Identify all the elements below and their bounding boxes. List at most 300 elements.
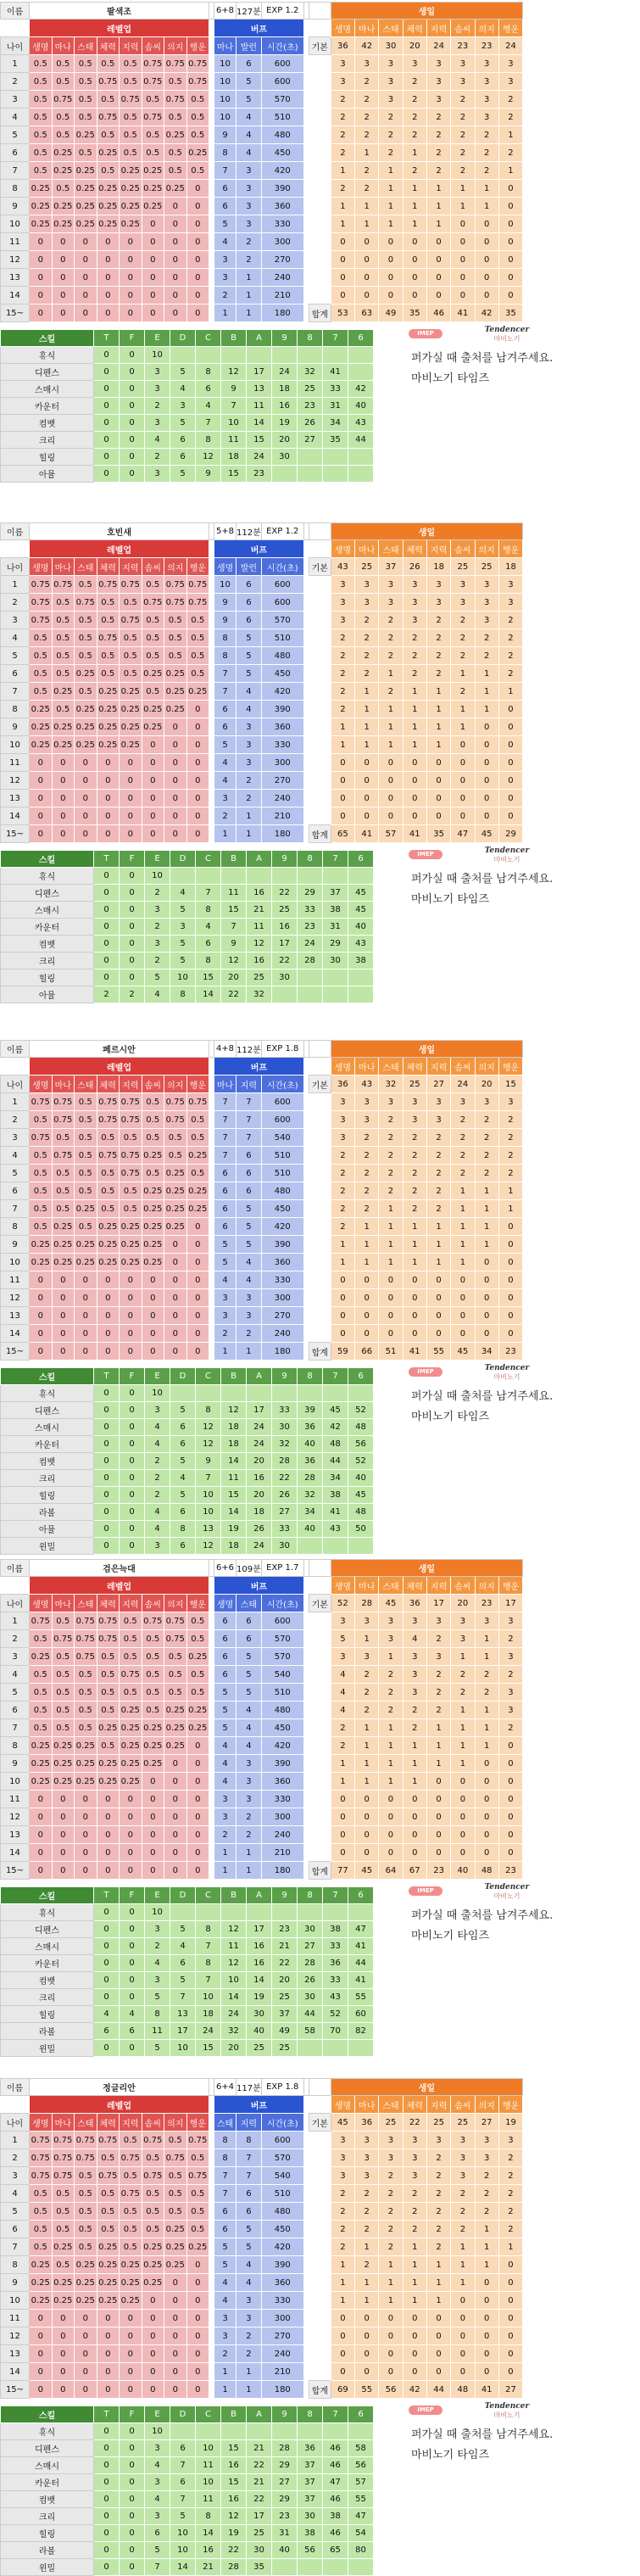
- levelup-value: 0: [97, 754, 120, 772]
- rank-header: F: [120, 2406, 145, 2423]
- levelup-value: 0.5: [120, 594, 142, 612]
- levelup-value: 0.5: [142, 576, 164, 594]
- buff-value: 2: [237, 1325, 262, 1343]
- skill-row: [1, 868, 374, 885]
- skill-rank-value: 37: [298, 2491, 323, 2508]
- age-value: 10: [1, 215, 30, 233]
- life-value: 1: [331, 2256, 354, 2274]
- levelup-value: 0.5: [30, 1165, 53, 1182]
- skill-rank-value: 0: [94, 1955, 120, 1972]
- levelup-value: 0: [164, 1808, 187, 1826]
- age-value: 7: [1, 1719, 30, 1737]
- life-value: 2: [451, 109, 475, 126]
- life-value: 2: [355, 612, 379, 629]
- skill-rank-value: 0: [120, 347, 145, 364]
- levelup-value: 0: [75, 1808, 97, 1826]
- life-value: 0: [498, 2327, 522, 2345]
- levelup-col-header: 의지: [164, 1076, 187, 1093]
- levelup-value: 0.5: [52, 180, 75, 198]
- buff-value: 7: [214, 1147, 237, 1165]
- life-value: 1: [355, 736, 379, 754]
- growth-table: [0, 522, 523, 843]
- levelup-value: 0.25: [75, 1254, 97, 1271]
- name-header: 이름: [1, 3, 30, 20]
- levelup-value: 0.5: [52, 665, 75, 683]
- levelup-value: 0: [30, 305, 53, 322]
- buff-value: 2: [214, 807, 237, 825]
- age-row: [1, 1236, 523, 1254]
- levelup-col-header: 의지: [164, 37, 187, 55]
- rank-header: F: [120, 1887, 145, 1904]
- skill-rank-value: 10: [145, 1385, 170, 1402]
- skill-rank-value: 6: [170, 1504, 196, 1521]
- pet-sheet: [0, 1559, 640, 2057]
- levelup-value: 0: [75, 1325, 97, 1343]
- age-value: 6: [1, 1182, 30, 1200]
- life-value: 0: [379, 1808, 403, 1826]
- skill-row: [1, 449, 374, 466]
- skill-rank-value: 6: [170, 1538, 196, 1555]
- skill-rank-value: [323, 2423, 348, 2440]
- skill-rank-value: 10: [145, 868, 170, 885]
- levelup-value: 0: [30, 1325, 53, 1343]
- life-value: 0: [426, 1271, 450, 1289]
- age-row: [1, 665, 523, 683]
- life-value: 3: [403, 55, 426, 73]
- levelup-value: 0.5: [120, 2203, 142, 2221]
- levelup-value: 0.25: [52, 2274, 75, 2292]
- age-row: [1, 1648, 523, 1666]
- life-value: 0: [498, 1254, 522, 1271]
- buff-value: 3: [237, 198, 262, 215]
- skill-rank-value: 31: [323, 919, 348, 936]
- buff-value: 240: [261, 1826, 303, 1844]
- rank-header: 9: [272, 1368, 298, 1385]
- skill-rank-value: 27: [272, 1504, 298, 1521]
- levelup-value: 0: [75, 1289, 97, 1307]
- buff-value: 5: [237, 1684, 262, 1702]
- skill-rank-value: [247, 868, 272, 885]
- age-value: 8: [1, 2256, 30, 2274]
- levelup-value: 0.5: [142, 1684, 164, 1702]
- life-value: 1: [426, 1218, 450, 1236]
- levelup-value: 0.25: [120, 2292, 142, 2310]
- levelup-value: 0: [52, 807, 75, 825]
- life-value: 0: [475, 2292, 498, 2310]
- levelup-value: 0.5: [75, 2238, 97, 2256]
- life-value: 3: [331, 2149, 354, 2167]
- life-total-value: 55: [426, 1343, 450, 1361]
- skill-rank-value: 0: [94, 1521, 120, 1538]
- levelup-value: 0: [164, 2363, 187, 2381]
- blank-cell: [309, 233, 331, 251]
- skill-rank-value: [323, 1904, 348, 1921]
- levelup-value: 0.25: [30, 718, 53, 736]
- levelup-value: 0.75: [75, 1648, 97, 1666]
- skill-rank-value: 32: [298, 1487, 323, 1504]
- life-value: 0: [403, 772, 426, 790]
- life-value: 0: [475, 718, 498, 736]
- logo-text: Tendencer: [484, 1364, 530, 1372]
- buff-value: 570: [261, 2149, 303, 2167]
- skill-rank-value: [298, 347, 323, 364]
- life-value: 1: [355, 1719, 379, 1737]
- levelup-value: 0.75: [164, 1093, 187, 1111]
- skill-rank-value: 31: [323, 398, 348, 415]
- levelup-value: 0: [75, 287, 97, 305]
- buff-value: 7: [214, 2167, 237, 2185]
- levelup-value: 0: [164, 1826, 187, 1844]
- buff-value: 450: [261, 665, 303, 683]
- levelup-value: 0.5: [75, 683, 97, 701]
- skill-rank-value: [298, 1904, 323, 1921]
- logo-badge: IMEP: [409, 850, 442, 859]
- rank-header: E: [145, 2406, 170, 2423]
- life-value: 4: [331, 1684, 354, 1702]
- life-basic-value: 43: [331, 558, 354, 576]
- levelup-value: 0: [186, 2363, 209, 2381]
- pet-exp: EXP 1.7: [261, 1560, 303, 1577]
- buff-value: 420: [261, 2238, 303, 2256]
- life-value: 0: [379, 2363, 403, 2381]
- age-value: 3: [1, 1648, 30, 1666]
- levelup-value: 0.75: [164, 1111, 187, 1129]
- skill-rank-value: 0: [120, 1955, 145, 1972]
- levelup-value: 0.25: [97, 736, 120, 754]
- life-total-value: 53: [331, 305, 354, 322]
- life-value: 0: [451, 1826, 475, 1844]
- buff-header: 버프: [214, 20, 304, 37]
- life-value: 1: [403, 2238, 426, 2256]
- levelup-value: 0: [164, 287, 187, 305]
- buff-col-header: 지력: [237, 1076, 262, 1093]
- life-total-value: 34: [475, 1343, 498, 1361]
- levelup-value: 0.75: [186, 2132, 209, 2149]
- site-credit: 마비노기 타임즈: [411, 2449, 490, 2461]
- levelup-value: 0.5: [52, 1648, 75, 1666]
- age-row: [1, 2310, 523, 2327]
- life-value: 1: [451, 180, 475, 198]
- buff-value: 5: [214, 2256, 237, 2274]
- levelup-value: 0: [186, 701, 209, 718]
- life-value: 2: [379, 1129, 403, 1147]
- buff-value: 390: [261, 180, 303, 198]
- levelup-value: 0.25: [75, 736, 97, 754]
- life-total-value: 77: [331, 1862, 354, 1880]
- levelup-value: 0.25: [75, 180, 97, 198]
- skill-rank-value: 12: [221, 2508, 247, 2525]
- buff-value: 5: [237, 2238, 262, 2256]
- life-value: 2: [426, 647, 450, 665]
- skill-rank-value: 7: [221, 919, 247, 936]
- skill-rank-value: 15: [196, 969, 221, 986]
- levelup-value: 0.25: [120, 198, 142, 215]
- life-value: 1: [331, 198, 354, 215]
- levelup-value: 0.25: [120, 736, 142, 754]
- age-row: [1, 576, 523, 594]
- pet-sheet: [0, 2, 640, 483]
- pet-size: 4+8: [214, 1041, 237, 1058]
- life-value: 0: [379, 269, 403, 287]
- life-col-header: 솜씨: [451, 20, 475, 37]
- skill-name: 스매시: [1, 902, 94, 919]
- life-value: 2: [498, 2203, 522, 2221]
- life-value: 0: [403, 1791, 426, 1808]
- skill-name: 디펜스: [1, 1921, 94, 1938]
- logo-badge: IMEP: [409, 2406, 442, 2415]
- skill-row: [1, 1938, 374, 1955]
- levelup-value: 0: [142, 1773, 164, 1791]
- pet-exp: EXP 1.8: [261, 1041, 303, 1058]
- age-value: 6: [1, 2221, 30, 2238]
- life-value: 0: [426, 790, 450, 807]
- buff-value: 5: [214, 1236, 237, 1254]
- life-value: 2: [331, 629, 354, 647]
- levelup-value: 0.5: [97, 91, 120, 109]
- skill-rank-value: 8: [196, 2508, 221, 2525]
- buff-value: 3: [237, 2292, 262, 2310]
- buff-value: 240: [261, 2345, 303, 2363]
- levelup-value: 0.75: [97, 1147, 120, 1165]
- age-value: 1: [1, 1612, 30, 1630]
- skill-rank-value: 2: [145, 1453, 170, 1470]
- levelup-value: 0.25: [75, 1755, 97, 1773]
- levelup-value: 0.5: [186, 647, 209, 665]
- levelup-value: 0.25: [97, 2292, 120, 2310]
- pet-lifespan: 109분: [237, 1560, 262, 1577]
- blank-cell: [309, 1236, 331, 1254]
- buff-header: 버프: [214, 1058, 304, 1076]
- life-value: 3: [379, 1612, 403, 1630]
- life-value: 1: [355, 1755, 379, 1773]
- levelup-value: 0.25: [52, 736, 75, 754]
- levelup-value: 0.5: [164, 1129, 187, 1147]
- levelup-value: 0: [164, 1325, 187, 1343]
- skill-rank-value: [272, 466, 298, 483]
- levelup-value: 0.5: [120, 1684, 142, 1702]
- skill-rank-value: [272, 1385, 298, 1402]
- life-value: 0: [451, 1307, 475, 1325]
- skill-name: 스매시: [1, 381, 94, 398]
- skill-rank-value: 6: [196, 381, 221, 398]
- rank-header: C: [196, 330, 221, 347]
- site-logo: [417, 1364, 558, 1382]
- levelup-value: 0.75: [75, 1630, 97, 1648]
- levelup-value: 0.5: [142, 2185, 164, 2203]
- life-value: 0: [498, 2274, 522, 2292]
- age-value: 3: [1, 1129, 30, 1147]
- levelup-value: 0.25: [52, 2292, 75, 2310]
- skill-rank-value: 4: [145, 986, 170, 1003]
- life-value: 0: [355, 2345, 379, 2363]
- buff-header: 버프: [214, 1577, 304, 1595]
- life-value: 1: [379, 1755, 403, 1773]
- levelup-value: 0.25: [75, 1737, 97, 1755]
- skill-rank-value: [272, 347, 298, 364]
- levelup-value: 0: [97, 1271, 120, 1289]
- life-value: 2: [498, 629, 522, 647]
- levelup-value: 0.25: [120, 1254, 142, 1271]
- levelup-value: 0: [97, 1289, 120, 1307]
- blank-cell: [309, 1737, 331, 1755]
- life-value: 0: [355, 1844, 379, 1862]
- life-value: 1: [355, 1236, 379, 1254]
- levelup-col-header: 스태: [75, 37, 97, 55]
- levelup-value: 0: [52, 1289, 75, 1307]
- buff-value: 510: [261, 1684, 303, 1702]
- levelup-col-header: 솜씨: [142, 37, 164, 55]
- skill-rank-value: 32: [221, 2023, 247, 2040]
- buff-value: 510: [261, 1147, 303, 1165]
- buff-value: 330: [261, 2292, 303, 2310]
- life-col-header: 행운: [498, 540, 522, 558]
- skill-name: 힐링: [1, 449, 94, 466]
- life-value: 1: [403, 701, 426, 718]
- name-header: 이름: [1, 1560, 30, 1577]
- blank-cell: [309, 2363, 331, 2381]
- skill-rank-value: 0: [120, 1921, 145, 1938]
- life-value: 2: [426, 1630, 450, 1648]
- skill-rank-value: 21: [247, 2440, 272, 2457]
- levelup-value: 0.5: [120, 1630, 142, 1648]
- buff-value: 1: [214, 1844, 237, 1862]
- levelup-value: 0.5: [120, 55, 142, 73]
- skill-rank-value: 17: [272, 936, 298, 953]
- levelup-value: 0.75: [97, 73, 120, 91]
- life-value: 0: [403, 1289, 426, 1307]
- buff-value: 420: [261, 162, 303, 180]
- skill-name: 컴뱃: [1, 1453, 94, 1470]
- levelup-value: 0: [30, 2310, 53, 2327]
- levelup-value: 0.5: [75, 629, 97, 647]
- buff-value: 1: [237, 2363, 262, 2381]
- blank-cell: [309, 1630, 331, 1648]
- levelup-value: 0.5: [97, 594, 120, 612]
- life-basic-value: 30: [379, 37, 403, 55]
- levelup-value: 0.5: [97, 1648, 120, 1666]
- skill-name: 윈밀: [1, 1538, 94, 1555]
- levelup-value: 0: [97, 772, 120, 790]
- buff-col-header: 발런: [237, 37, 262, 55]
- buff-col-header: 시간(초): [261, 558, 303, 576]
- life-value: 0: [498, 180, 522, 198]
- levelup-value: 0: [142, 269, 164, 287]
- levelup-value: 0.75: [142, 2132, 164, 2149]
- life-value: 2: [379, 629, 403, 647]
- life-value: 0: [331, 287, 354, 305]
- levelup-value: 0.75: [186, 73, 209, 91]
- rank-header: 7: [323, 2406, 348, 2423]
- buff-value: 10: [214, 576, 237, 594]
- rank-header: A: [247, 1368, 272, 1385]
- skill-rank-value: 12: [196, 1538, 221, 1555]
- life-col-header: 지력: [426, 540, 450, 558]
- levelup-value: 0.25: [164, 1702, 187, 1719]
- age-row: [1, 2167, 523, 2185]
- life-value: 0: [451, 1791, 475, 1808]
- age-value: 15~: [1, 2381, 30, 2399]
- skill-rank-value: 0: [120, 1402, 145, 1419]
- buff-value: 6: [237, 576, 262, 594]
- life-total-value: 27: [498, 2381, 522, 2399]
- life-value: 0: [331, 1307, 354, 1325]
- levelup-value: 0: [164, 790, 187, 807]
- blank-cell: [309, 665, 331, 683]
- levelup-value: 0: [186, 1236, 209, 1254]
- skill-row: [1, 2559, 374, 2576]
- levelup-value: 0.5: [120, 1182, 142, 1200]
- blank-cell: [309, 109, 331, 126]
- buff-value: 3: [214, 790, 237, 807]
- blank-cell: [309, 1289, 331, 1307]
- age-row: [1, 73, 523, 91]
- levelup-value: 0.5: [142, 91, 164, 109]
- levelup-value: 0: [164, 1271, 187, 1289]
- life-total-value: 63: [355, 305, 379, 322]
- life-value: 3: [475, 1093, 498, 1111]
- skill-name: 휴식: [1, 868, 94, 885]
- life-basic-value: 23: [451, 37, 475, 55]
- life-value: 3: [379, 594, 403, 612]
- buff-col-header: 스태: [214, 2114, 237, 2132]
- life-value: 2: [475, 1666, 498, 1684]
- rank-header: 8: [298, 1887, 323, 1904]
- skill-name: 힐링: [1, 1487, 94, 1504]
- levelup-value: 0.25: [52, 2238, 75, 2256]
- skill-name: 크리: [1, 2508, 94, 2525]
- skill-rank-value: 30: [247, 2542, 272, 2559]
- levelup-value: 0.5: [52, 1666, 75, 1684]
- life-value: 0: [451, 1773, 475, 1791]
- buff-value: 3: [214, 1791, 237, 1808]
- levelup-value: 0: [75, 1826, 97, 1844]
- levelup-value: 0.25: [164, 1200, 187, 1218]
- age-value: 2: [1, 1111, 30, 1129]
- life-value: 2: [451, 162, 475, 180]
- life-value: 2: [426, 1129, 450, 1147]
- life-value: 1: [498, 126, 522, 144]
- life-value: 2: [451, 1129, 475, 1147]
- life-value: 0: [426, 2327, 450, 2345]
- levelup-value: 0.75: [30, 612, 53, 629]
- levelup-value: 0: [97, 1791, 120, 1808]
- skill-rank-value: [272, 868, 298, 885]
- life-value: 0: [403, 1826, 426, 1844]
- skill-rank-value: [348, 449, 374, 466]
- age-value: 15~: [1, 825, 30, 843]
- life-value: 1: [403, 2274, 426, 2292]
- skill-rank-value: 0: [120, 2525, 145, 2542]
- levelup-value: 0: [186, 233, 209, 251]
- life-value: 2: [331, 1165, 354, 1182]
- levelup-value: 0: [120, 825, 142, 843]
- skill-rank-value: [170, 868, 196, 885]
- blank-cell: [309, 736, 331, 754]
- rank-header: A: [247, 2406, 272, 2423]
- life-value: 1: [403, 718, 426, 736]
- life-value: 2: [331, 701, 354, 718]
- life-value: 0: [355, 772, 379, 790]
- skill-rank-value: 12: [196, 1419, 221, 1436]
- buff-value: 570: [261, 1648, 303, 1666]
- logo-badge: IMEP: [409, 1886, 442, 1896]
- buff-value: 390: [261, 701, 303, 718]
- skill-rank-value: 0: [94, 347, 120, 364]
- life-value: 2: [475, 1147, 498, 1165]
- levelup-value: 0: [142, 1862, 164, 1880]
- age-row: [1, 1254, 523, 1271]
- levelup-value: 0.25: [120, 1719, 142, 1737]
